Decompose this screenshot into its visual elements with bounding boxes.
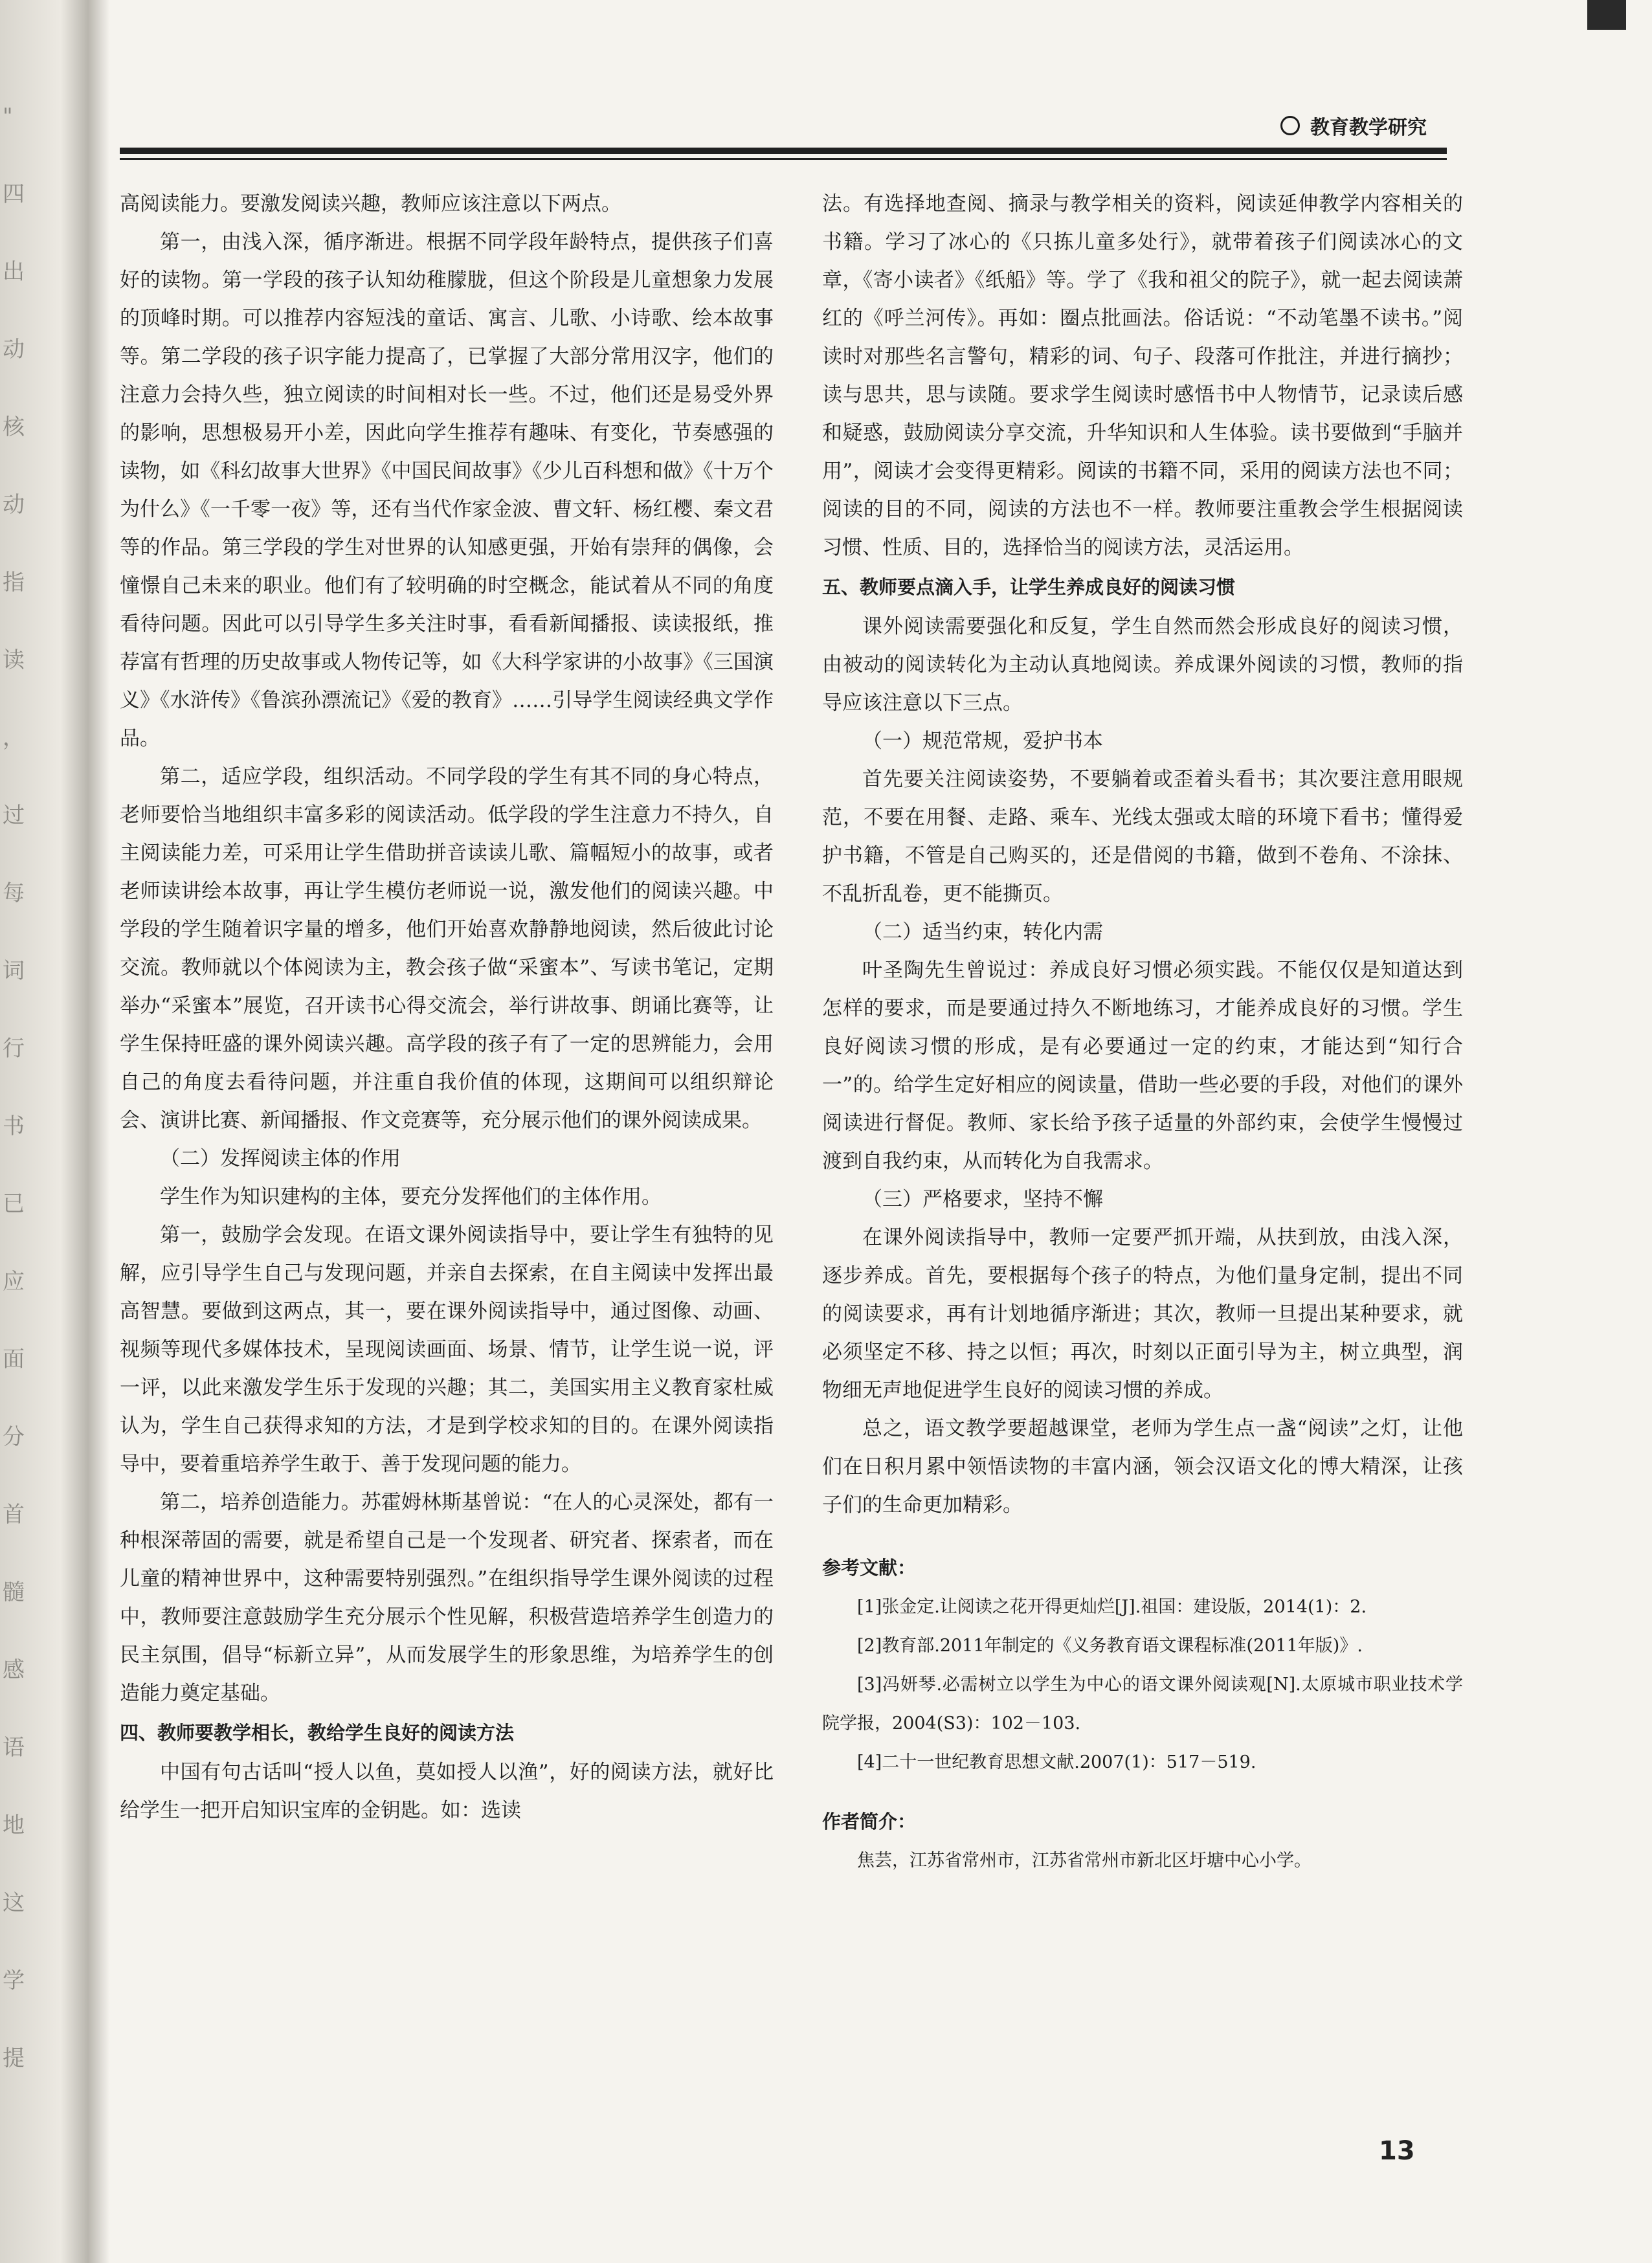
header-rule-thin (120, 158, 1447, 160)
right-column (822, 185, 1463, 1880)
adjacent-page-glyph: 髓 (3, 1579, 25, 1605)
author-title: 作者简介： (822, 1811, 917, 1833)
section-header (1280, 109, 1427, 142)
adjacent-page-glyph: 首 (3, 1502, 25, 1528)
adjacent-page-glyph: 过 (3, 803, 25, 829)
adjacent-page-glyph: 已 (3, 1191, 25, 1217)
left-column (120, 185, 774, 1830)
references-title: 参考文献： (822, 1557, 917, 1579)
adjacent-page-glyph: 应 (3, 1269, 25, 1295)
corner-mark (1587, 0, 1626, 30)
adjacent-page-glyph: 提 (3, 2046, 25, 2071)
reference-item: [4]二十一世纪教育思想文献.2007(1)：517－519. (857, 1752, 1256, 1772)
adjacent-page-glyph: 核 (3, 414, 25, 440)
adjacent-page-glyph: 学 (3, 1968, 25, 1994)
adjacent-page-glyph: 动 (3, 492, 25, 518)
paragraph: 第一，由浅入深，循序渐进。根据不同学段年龄特点，提供孩子们喜好的读物。第一学段的孩子认知幼稚朦胧，但这个阶段是儿童想象力发展的顶峰时期。可以推荐内容短浅的童话、寓言、儿歌、小诗歌、绘本故事等。第二学段的孩子识字能力提高了，已掌握了大部分常用汉字，他们的注意力会持久些，独立阅读的时间相对长一些。不过，他们还是易受外界的影响，思想极易开小差，因此向学生推荐有趣味、有变化，节奏感强的读物，如《科幻故事大世界》《中国民间故事》《少儿百科想和做》《十万个为什么》《一千零一夜》等，还有当代作家金波、曹文轩、杨红樱、秦文君等的作品。第三学段的学生对世界的认知感更强，开始有崇拜的偶像，会憧憬自己未来的职业。他们有了较明确的时空概念，能试着从不同的角度看待问题。因此可以引导学生多关注时事，看看新闻播报、读读报纸，推荐富有哲理的历史故事或人物传记等，如《大科学家讲的小故事》《三国演义》《水浒传》《鲁滨孙漂流记》《爱的教育》……引导学生阅读经典文学作品。 (120, 230, 774, 750)
adjacent-page-edge (0, 0, 110, 2263)
adjacent-page-glyph: 每 (3, 880, 25, 906)
adjacent-page-text (3, 78, 41, 2097)
adjacent-page-glyph: ， (3, 725, 25, 751)
subheading: （二）适当约束，转化内需 (862, 920, 1103, 944)
adjacent-page-glyph: " (3, 104, 13, 129)
header-rule (120, 148, 1447, 154)
subheading: （一）规范常规，爱护书本 (862, 730, 1103, 753)
paragraph: 中国有句古话叫“授人以鱼，莫如授人以渔”，好的阅读方法，就好比给学生一把开启知识宝库的金钥匙。如：选读 (120, 1761, 774, 1822)
adjacent-page-glyph: 出 (3, 259, 25, 285)
paragraph: 在课外阅读指导中，教师一定要严抓开端，从扶到放，由浅入深，逐步养成。首先，要根据每个孩子的特点，为他们量身定制，提出不同的阅读要求，再有计划地循序渐进；其次，教师一旦提出某种要求，就必须坚定不移、持之以恒；再次，时刻以正面引导为主，树立典型，润物细无声地促进学生良好的阅读习惯的养成。 (822, 1226, 1463, 1402)
adjacent-page-glyph: 书 (3, 1113, 25, 1139)
section-heading: 五、教师要点滴入手，让学生养成良好的阅读习惯 (822, 576, 1236, 598)
adjacent-page-glyph: 地 (3, 1812, 25, 1838)
journal-page (110, 0, 1652, 2263)
subheading: （二）发挥阅读主体的作用 (160, 1147, 401, 1170)
reference-item: [3]冯妍琴.必需树立以学生为中心的语文课外阅读观[N].太原城市职业技术学院学报，2004(S3)：102－103. (822, 1675, 1463, 1733)
reference-item: [2]教育部.2011年制定的《义务教育语文课程标准(2011年版)》. (857, 1636, 1363, 1656)
reference-item: [1]张金定.让阅读之花开得更灿烂[J].祖国：建设版，2014(1)：2. (857, 1597, 1367, 1617)
section-heading: 四、教师要教学相长，教给学生良好的阅读方法 (120, 1722, 515, 1744)
adjacent-page-glyph: 读 (3, 647, 25, 673)
paragraph: 首先要关注阅读姿势，不要躺着或歪着头看书；其次要注意用眼规范，不要在用餐、走路、乘车、光线太强或太暗的环境下看书；懂得爱护书籍，不管是自己购买的，还是借阅的书籍，做到不卷角、不涂抹、不乱折乱卷，更不能撕页。 (822, 768, 1463, 906)
adjacent-page-glyph: 指 (3, 570, 25, 596)
adjacent-page-glyph: 分 (3, 1424, 25, 1450)
paragraph: 第二，适应学段，组织活动。不同学段的学生有其不同的身心特点，老师要恰当地组织丰富多彩的阅读活动。低学段的学生注意力不持久，自主阅读能力差，可采用让学生借助拼音读读儿歌、篇幅短小的故事，或者老师读讲绘本故事，再让学生模仿老师说一说，激发他们的阅读兴趣。中学段的学生随着识字量的增多，他们开始喜欢静静地阅读，然后彼此讨论交流。教师就以个体阅读为主，教会孩子做“采蜜本”、写读书笔记，定期举办“采蜜本”展览，召开读书心得交流会，举行讲故事、朗诵比赛等，让学生保持旺盛的课外阅读兴趣。高学段的孩子有了一定的思辨能力，会用自己的角度去看待问题，并注重自我价值的体现，这期间可以组织辩论会、演讲比赛、新闻播报、作文竞赛等，充分展示他们的课外阅读成果。 (120, 765, 774, 1132)
adjacent-page-glyph: 四 (3, 181, 25, 207)
adjacent-page-glyph: 感 (3, 1657, 25, 1683)
paragraph: 课外阅读需要强化和反复，学生自然而然会形成良好的阅读习惯，由被动的阅读转化为主动认真地阅读。养成课外阅读的习惯，教师的指导应该注意以下三点。 (822, 615, 1463, 715)
adjacent-page-glyph: 词 (3, 958, 25, 984)
paragraph: 高阅读能力。要激发阅读兴趣，教师应该注意以下两点。 (120, 192, 621, 216)
paragraph: 第一，鼓励学会发现。在语文课外阅读指导中，要让学生有独特的见解，应引导学生自己与发现问题，并亲自去探索，在自主阅读中发挥出最高智慧。要做到这两点，其一，要在课外阅读指导中，通过图像、动画、视频等现代多媒体技术，呈现阅读画面、场景、情节，让学生说一说，评一评，以此来激发学生乐于发现的兴趣；其二，美国实用主义教育家杜威认为，学生自己获得求知的方法，才是到学校求知的目的。在课外阅读指导中，要着重培养学生敢于、善于发现问题的能力。 (120, 1223, 774, 1476)
adjacent-page-glyph: 这 (3, 1890, 25, 1916)
section-label: 教育教学研究 (1310, 117, 1427, 139)
adjacent-page-glyph: 面 (3, 1346, 25, 1372)
paragraph: 法。有选择地查阅、摘录与教学相关的资料，阅读延伸教学内容相关的书籍。学习了冰心的《只拣儿童多处行》，就带着孩子们阅读冰心的文章，《寄小读者》《纸船》等。学了《我和祖父的院子》，就一起去阅读萧红的《呼兰河传》。再如：圈点批画法。俗话说：“不动笔墨不读书。”阅读时对那些名言警句，精彩的词、句子、段落可作批注，并进行摘抄；读与思共，思与读随。要求学生阅读时感悟书中人物情节，记录读后感和疑惑，鼓励阅读分享交流，升华知识和人生体验。读书要做到“手脑并用”，阅读才会变得更精彩。阅读的书籍不同，采用的阅读方法也不同；阅读的目的不同，阅读的方法也不一样。教师要注重教会学生根据阅读习惯、性质、目的，选择恰当的阅读方法，灵活运用。 (822, 192, 1463, 559)
paragraph: 总之，语文教学要超越课堂，老师为学生点一盏“阅读”之灯，让他们在日积月累中领悟读物的丰富内涵，领会汉语文化的博大精深，让孩子们的生命更加精彩。 (822, 1417, 1463, 1517)
subheading: （三）严格要求，坚持不懈 (862, 1188, 1103, 1211)
circle-icon (1280, 116, 1300, 135)
author-info: 焦芸，江苏省常州市，江苏省常州市新北区圩塘中心小学。 (857, 1851, 1312, 1871)
paragraph: 第二，培养创造能力。苏霍姆林斯基曾说：“在人的心灵深处，都有一种根深蒂固的需要，就是希望自己是一个发现者、研究者、探索者，而在儿童的精神世界中，这种需要特别强烈。”在组织指导学生课外阅读的过程中，教师要注意鼓励学生充分展示个性见解，积极营造培养学生创造力的民主氛围，倡导“标新立异”，从而发展学生的形象思维，为培养学生的创造能力奠定基础。 (120, 1491, 774, 1705)
adjacent-page-glyph: 动 (3, 337, 25, 362)
adjacent-page-glyph: 语 (3, 1735, 25, 1761)
paragraph: 学生作为知识建构的主体，要充分发挥他们的主体作用。 (160, 1185, 662, 1209)
adjacent-page-glyph: 行 (3, 1036, 25, 1062)
paragraph: 叶圣陶先生曾说过：养成良好习惯必须实践。不能仅仅是知道达到怎样的要求，而是要通过持久不断地练习，才能养成良好的习惯。学生良好阅读习惯的形成，是有必要通过一定的约束，才能达到“知行合一”的。给学生定好相应的阅读量，借助一些必要的手段，对他们的课外阅读进行督促。教师、家长给予孩子适量的外部约束，会使学生慢慢过渡到自我约束，从而转化为自我需求。 (822, 959, 1463, 1173)
page-number: 13 (1379, 2136, 1415, 2166)
